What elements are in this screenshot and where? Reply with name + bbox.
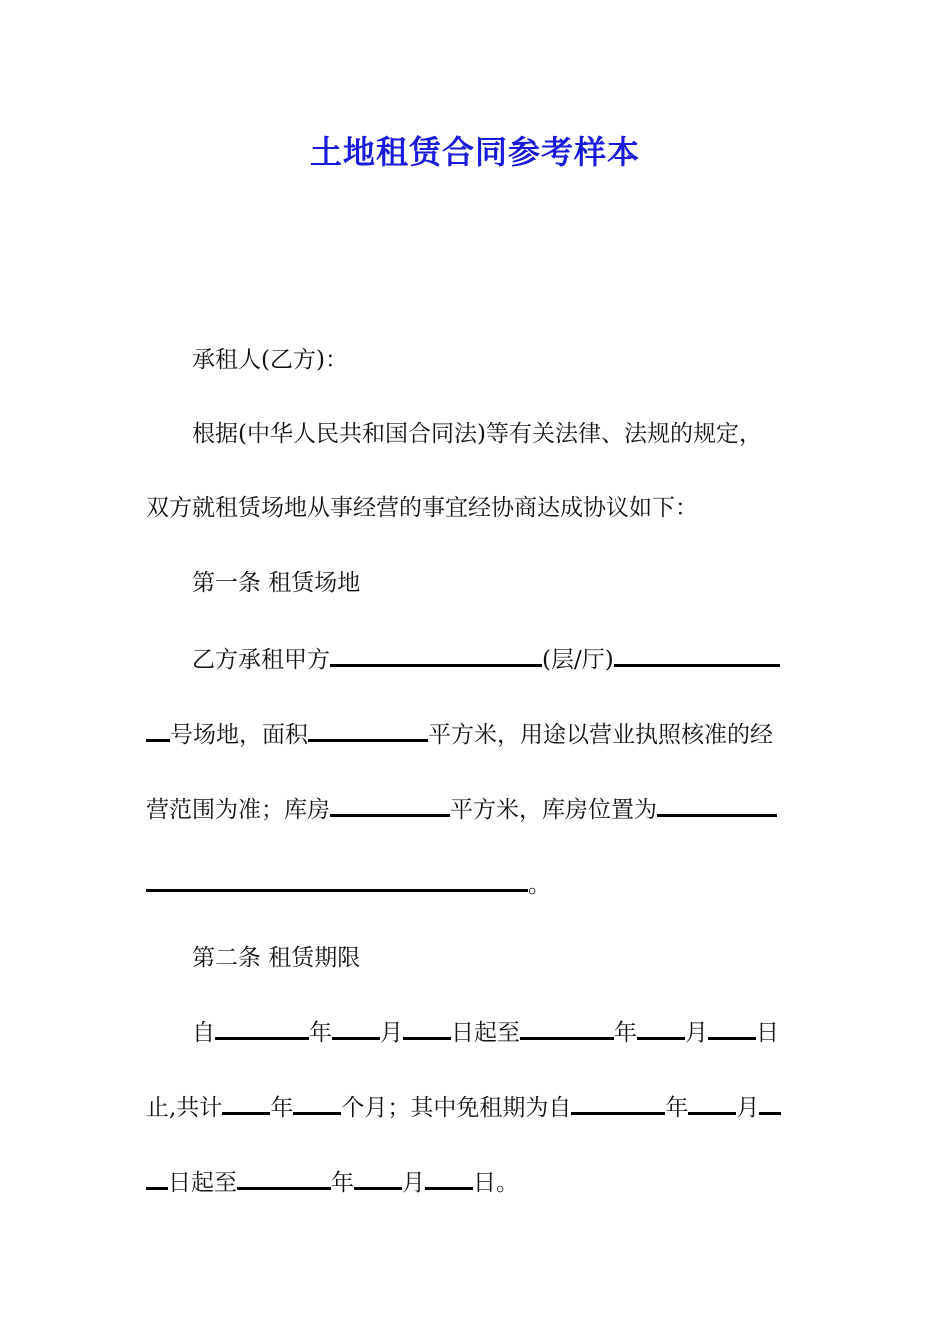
month-text: 月 (685, 1020, 708, 1046)
blank-end-day[interactable] (708, 1017, 756, 1040)
year-text: 年 (614, 1020, 637, 1046)
blank-floor-number-cont[interactable] (146, 719, 170, 742)
article-1-line-3 (146, 792, 806, 828)
blank-total-months[interactable] (293, 1092, 341, 1115)
day-until-text: 日起至 (451, 1020, 520, 1046)
paragraph-intro-line-1 (146, 416, 852, 452)
year-text: 年 (309, 1020, 332, 1046)
lessee-rents-text: 乙方承租甲方 (192, 647, 330, 673)
lessee-label: 承租人(乙方)： (192, 347, 348, 373)
day-until-text: 日起至 (168, 1170, 237, 1196)
article-2-line-3 (146, 1165, 806, 1201)
article-2-heading (146, 940, 852, 976)
day-end-text: 日。 (473, 1170, 519, 1196)
from-text: 自 (192, 1020, 215, 1046)
month-text: 月 (402, 1170, 425, 1196)
usage-text: 平方米，用途以营业执照核准的经 (428, 722, 773, 748)
year-text: 年 (270, 1095, 294, 1121)
intro-text-2: 双方就租赁场地从事经营的事宜经协商达成协议如下： (146, 495, 698, 521)
article-2-line-1 (146, 1015, 852, 1051)
warehouse-location-text: 平方米，库房位置为 (450, 797, 657, 823)
article-2-line-2 (146, 1090, 806, 1126)
blank-free-start-month[interactable] (688, 1092, 736, 1115)
month-text: 月 (380, 1020, 403, 1046)
blank-warehouse-location[interactable] (657, 794, 777, 817)
blank-warehouse-location-cont[interactable] (146, 869, 528, 892)
blank-free-end-month[interactable] (354, 1167, 402, 1190)
intro-text-1: 根据(中华人民共和国合同法)等有关法律、法规的规定， (192, 421, 762, 447)
article-2-title: 第二条 租赁期限 (192, 945, 361, 971)
paragraph-intro-line-2 (146, 490, 806, 526)
article-1-line-4 (146, 867, 806, 903)
year-text: 年 (331, 1170, 354, 1196)
day-text: 日 (756, 1020, 779, 1046)
blank-start-day[interactable] (403, 1017, 451, 1040)
article-1-heading (146, 565, 852, 601)
total-text: 止,共计 (146, 1095, 223, 1121)
article-1-line-2 (146, 717, 806, 753)
floor-hall-text: (层/厅) (542, 647, 614, 673)
blank-end-year[interactable] (520, 1017, 614, 1040)
blank-start-month[interactable] (332, 1017, 380, 1040)
blank-total-years[interactable] (222, 1092, 270, 1115)
rent-free-text: 个月；其中免租期为自 (341, 1095, 572, 1121)
document-title: 土地租赁合同参考样本 (309, 133, 640, 171)
month-text: 月 (736, 1095, 760, 1121)
blank-free-start-year[interactable] (571, 1092, 665, 1115)
blank-free-end-year[interactable] (237, 1167, 331, 1190)
blank-free-start-day-cont[interactable] (146, 1167, 168, 1190)
blank-lessor-name[interactable] (330, 644, 542, 667)
blank-warehouse-area[interactable] (330, 794, 450, 817)
blank-end-month[interactable] (637, 1017, 685, 1040)
article-1-title: 第一条 租赁场地 (192, 570, 361, 596)
blank-area[interactable] (308, 719, 428, 742)
blank-free-end-day[interactable] (425, 1167, 473, 1190)
blank-free-start-day[interactable] (759, 1092, 781, 1115)
year-text: 年 (665, 1095, 689, 1121)
site-area-text: 号场地，面积 (170, 722, 308, 748)
article-1-line-1 (146, 642, 852, 678)
period-mark: 。 (528, 872, 551, 898)
blank-floor-number[interactable] (614, 644, 780, 667)
paragraph-lessee (146, 342, 852, 378)
blank-start-year[interactable] (215, 1017, 309, 1040)
business-scope-text: 营范围为准；库房 (146, 797, 330, 823)
